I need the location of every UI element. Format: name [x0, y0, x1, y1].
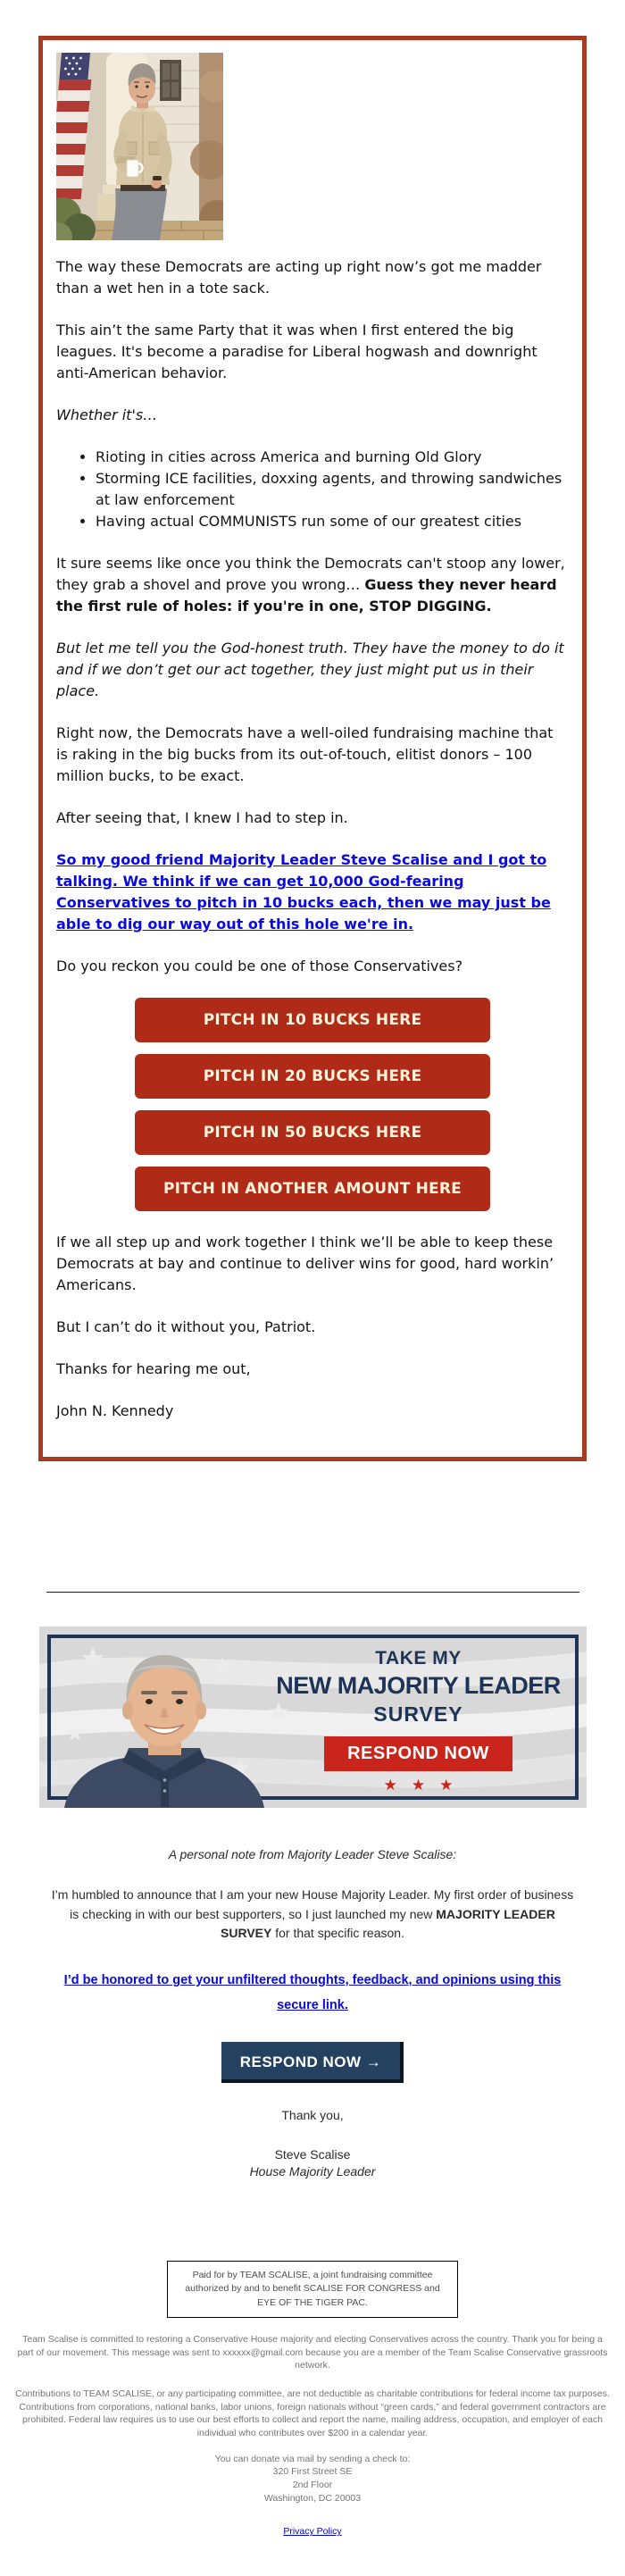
pitch-in-50-button[interactable]: PITCH IN 50 BUCKS HERE [135, 1110, 490, 1155]
address-line: 2nd Floor [292, 2480, 333, 2490]
letter-paragraph: This ain’t the same Party that it was when I first entered the big leagues. It's become a paradise for Liberal hogwash and downright anti-American behavior. [56, 322, 538, 381]
banner-title-line1: TAKE MY [375, 1648, 462, 1669]
privacy-policy-row [0, 2522, 625, 2538]
privacy-policy-link[interactable]: Privacy Policy [283, 2526, 342, 2538]
banner-text-block [267, 1648, 571, 1794]
donate-button-stack [56, 998, 569, 1211]
letter-bullet-list [56, 447, 569, 532]
star-icon: ★ [411, 1777, 440, 1794]
bullet-item: • Storming ICE facilities, doxxing agents, and throwing sandwiches at law enforcement [96, 468, 569, 511]
scalise-survey-banner[interactable] [39, 1627, 587, 1808]
letter-paragraph: But let me tell you the God-honest truth. They have the money to do it and if we don’t get our act together, they just might put us in their place. [56, 640, 564, 699]
paid-for-disclaimer-box: Paid for by TEAM SCALISE, a joint fundraising committee authorized by and to benefit SCALISE FOR CONGRESS and EYE OF THE TIGER PAC. [167, 2261, 458, 2318]
star-icon: ★ [383, 1777, 412, 1794]
letter-paragraph [56, 553, 569, 617]
banner-stars-decoration [267, 1777, 571, 1794]
note-text: I’m humbled to announce that I am your new House Majority Leader. My first order of business is checking in with our best supporters, so I just launched my new [51, 1887, 574, 1921]
letter-paragraph: Whether it's… [56, 406, 158, 423]
paragraph-bold-text: Guess they never heard the first rule of holes: if you're in one, STOP DIGGING. [56, 576, 557, 615]
scalise-note-section [0, 1847, 625, 2179]
pitch-in-other-button[interactable]: PITCH IN ANOTHER AMOUNT HERE [135, 1167, 490, 1211]
star-icon: ★ [439, 1777, 468, 1794]
mailing-address-block [0, 2453, 625, 2505]
letter-paragraph: After seeing that, I knew I had to step in. [56, 809, 348, 826]
pitch-in-20-button[interactable]: PITCH IN 20 BUCKS HERE [135, 1054, 490, 1099]
pitch-in-10-button[interactable]: PITCH IN 10 BUCKS HERE [135, 998, 490, 1042]
scalise-pitch-link[interactable]: So my good friend Majority Leader Steve Scalise and I got to talking. We think if we can get 10,000 God-fearing Conservatives to pitch in 10 bucks each, then we may just be able to dig our way out of this hole we're in. [56, 851, 551, 933]
banner-title-line2: NEW MAJORITY LEADER [276, 1672, 561, 1699]
letter-paragraph: But I can’t do it without you, Patriot. [56, 1318, 316, 1335]
footer-section [0, 2261, 625, 2538]
letter-paragraph: If we all step up and work together I think we’ll be able to keep these Democrats at bay and continue to deliver wins for good, hard workin’ Americans. [56, 1234, 554, 1293]
footer-fine-print: Team Scalise is committed to restoring a Conservative House majority and electing Conservatives across the country. Thank you for being a part of our movement. This message was sent to xxxxxx@gmail.com because you are a member of the Team Scalise Conservative grassroots network. [17, 2333, 608, 2371]
note-bold-text: MAJORITY LEADER SURVEY [221, 1906, 555, 1941]
note-signature-title: House Majority Leader [249, 2164, 376, 2179]
note-thanks: Thank you, [281, 2108, 344, 2123]
letter-paragraph: Right now, the Democrats have a well-oiled fundraising machine that is raking in the big bucks from its out-of-touch, elitist donors – 100 million bucks, to be exact. [56, 724, 554, 784]
footer-fine-print: Contributions to TEAM SCALISE, or any participating committee, are not deductible as charitable contributions for federal income tax purposes. Contributions from corporations, national banks, labor unions, foreign nationals without “green cards,” and federal government contractors are prohibited. Federal law requires us to use our best efforts to collect and report the name, mailing address, occupation, and employer of each individual who contributes over $200 in a calendar year. [15, 2388, 610, 2438]
letter-signature: John N. Kennedy [56, 1402, 174, 1419]
address-line: 320 First Street SE [272, 2466, 353, 2478]
letter-paragraph: Do you reckon you could be one of those Conservatives? [56, 958, 463, 974]
john-kennedy-photo [56, 53, 223, 240]
bullet-item: • Having actual COMMUNISTS run some of our greatest cities [96, 511, 569, 532]
banner-respond-now-button[interactable]: RESPOND NOW [324, 1736, 512, 1771]
survey-secure-link[interactable]: I’d be honored to get your unfiltered thoughts, feedback, and opinions using this secure link. [63, 1973, 562, 2012]
address-line: Washington, DC 20003 [263, 2492, 362, 2504]
section-divider [46, 1592, 579, 1593]
letter-paragraph: The way these Democrats are acting up right now’s got me madder than a wet hen in a tote sack. [56, 258, 542, 297]
bullet-item: • Rioting in cities across America and burning Old Glory [96, 447, 569, 468]
note-intro: A personal note from Majority Leader Steve Scalise: [168, 1847, 457, 1861]
note-signature-name: Steve Scalise [274, 2147, 351, 2162]
paragraph-text: It sure seems like once you think the Democrats can't stoop any lower, they grab a shovel and prove you wrong… [56, 555, 565, 593]
letter-paragraph: Thanks for hearing me out, [56, 1360, 251, 1377]
note-paragraph [49, 1886, 576, 1944]
kennedy-letter-box [38, 36, 587, 1461]
banner-title-line3: SURVEY [373, 1702, 463, 1726]
donate-by-mail-line: You can donate via mail by sending a check to: [214, 2453, 411, 2464]
note-text: for that specific reason. [271, 1926, 404, 1941]
respond-now-button[interactable]: RESPOND NOW → [221, 2042, 404, 2083]
